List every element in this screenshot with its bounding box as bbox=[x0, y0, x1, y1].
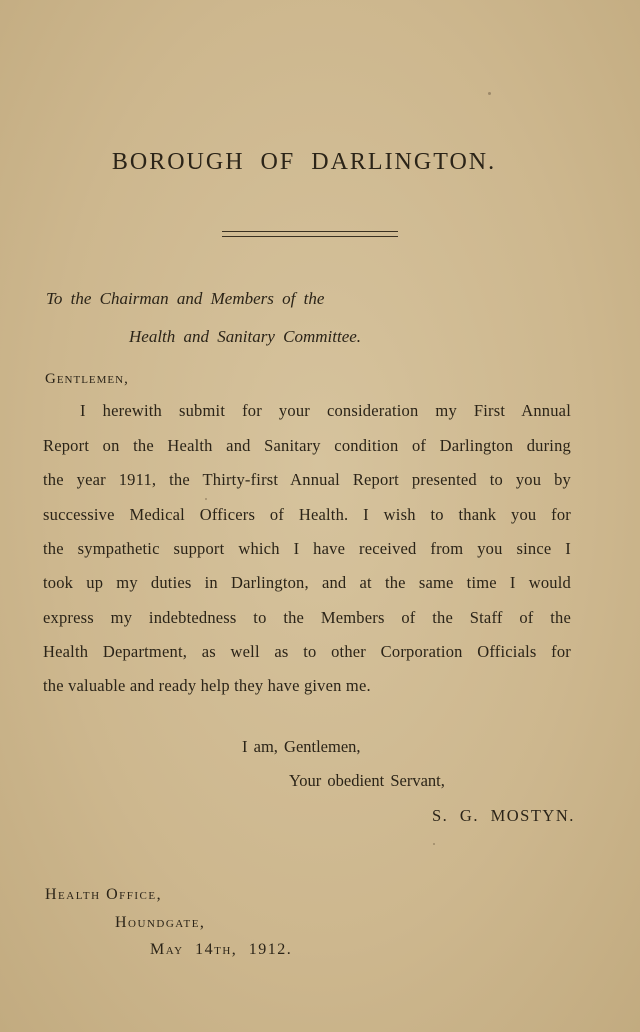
title-divider-bottom bbox=[222, 236, 398, 237]
body-line: Health Department, as well as to other Corporation Officials for bbox=[43, 642, 571, 661]
footer-line-2: Houndgate, bbox=[115, 914, 206, 931]
paper-speck bbox=[488, 92, 491, 95]
paper-speck bbox=[205, 498, 207, 500]
body-line: Report on the Health and Sanitary condition of Darlington during bbox=[43, 436, 571, 455]
body-line: express my indebtedness to the Members of the Staff of the bbox=[43, 608, 571, 627]
body-line: the year 1911, the Thirty-first Annual Report presented to you by bbox=[43, 470, 571, 489]
address-line-2: Health and Sanitary Committee. bbox=[129, 327, 362, 346]
body-line: the sympathetic support which I have received from you since I bbox=[43, 539, 571, 558]
body-line: took up my duties in Darlington, and at the same time I would bbox=[43, 573, 571, 592]
body-line: the valuable and ready help they have given me. bbox=[43, 676, 371, 695]
body-line: successive Medical Officers of Health. I wish to thank you for bbox=[43, 505, 571, 524]
signature: S. G. MOSTYN. bbox=[432, 806, 575, 825]
title-divider-top bbox=[222, 231, 398, 232]
closing-line-1: I am, Gentlemen, bbox=[242, 737, 361, 756]
body-line: I herewith submit for your consideration my First Annual bbox=[80, 401, 571, 420]
document-title: BOROUGH OF DARLINGTON. bbox=[111, 149, 497, 175]
footer-line-1: Health Office, bbox=[45, 886, 163, 903]
address-line-1: To the Chairman and Members of the bbox=[46, 289, 325, 308]
paper-speck bbox=[433, 843, 435, 845]
salutation: Gentlemen, bbox=[45, 371, 129, 387]
closing-line-2: Your obedient Servant, bbox=[289, 771, 445, 790]
footer-line-3: May 14th, 1912. bbox=[150, 941, 293, 958]
